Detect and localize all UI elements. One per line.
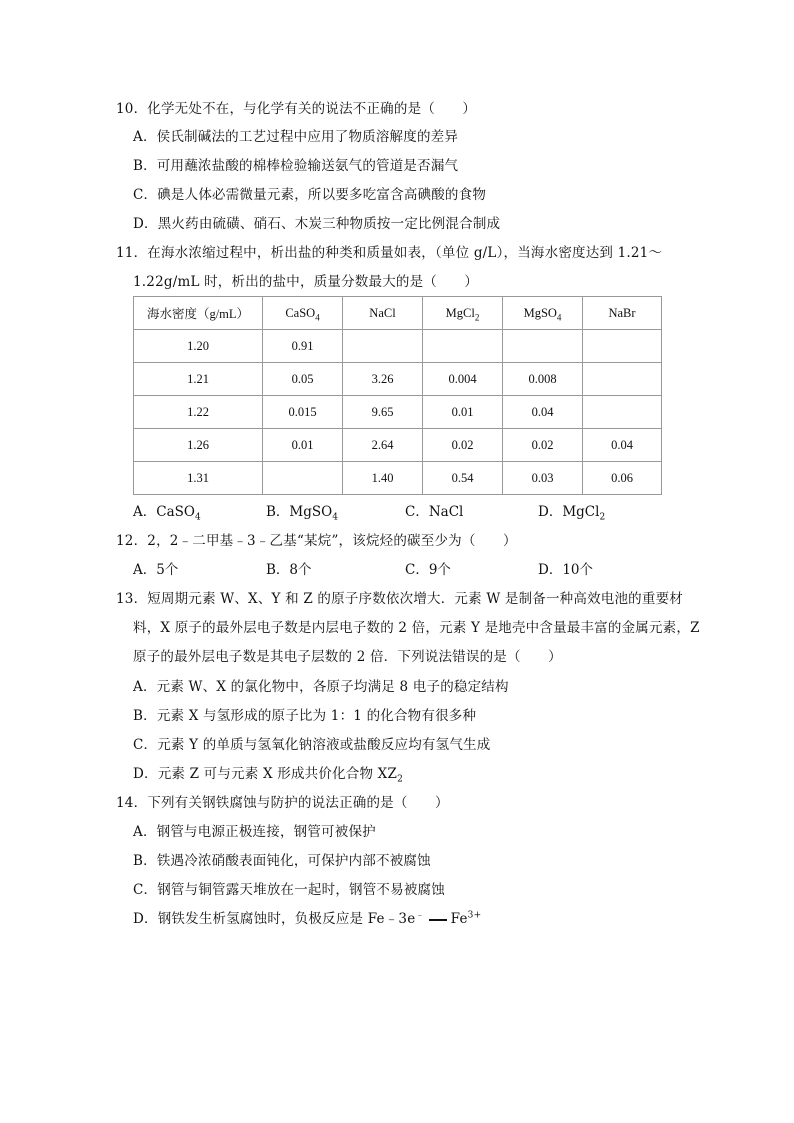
question-11-stem-line2: 1.22g/mL 时，析出的盐中，质量分数最大的是（ ）	[133, 274, 479, 290]
table-cell: 0.06	[583, 462, 662, 495]
table-cell: 0.04	[583, 429, 662, 462]
question-12-options	[133, 561, 693, 579]
table-cell: 1.40	[343, 462, 423, 495]
table-cell: 0.01	[423, 396, 503, 429]
table-row	[134, 462, 662, 495]
question-11-options	[133, 503, 693, 521]
question-11-option-d: D．MgCl$_2$	[538, 504, 606, 523]
table-cell: 1.21	[134, 363, 263, 396]
question-13-option-c: C．元素 Y 的单质与氢氧化钠溶液或盐酸反应均有氢气生成	[133, 737, 491, 753]
question-12-option-d: D．10个	[538, 562, 594, 578]
question-14-option-b: B．铁遇冷浓硝酸表面钝化，可保护内部不被腐蚀	[133, 853, 431, 869]
table-cell: 0.03	[503, 462, 583, 495]
table-cell	[503, 330, 583, 363]
table-cell: 0.004	[423, 363, 503, 396]
question-14-option-c: C．钢管与铜管露天堆放在一起时，钢管不易被腐蚀	[133, 882, 445, 898]
table-cell: 1.22	[134, 396, 263, 429]
table-row	[134, 396, 662, 429]
question-10-option-c: C．碘是人体必需微量元素，所以要多吃富含高碘酸的食物	[133, 187, 487, 203]
salt-precipitation-table	[133, 296, 662, 495]
table-cell	[263, 462, 343, 495]
table-cell: 1.31	[134, 462, 263, 495]
question-12-option-c: C．9个	[405, 562, 451, 578]
question-12-stem: 12．2，2﹣二甲基﹣3﹣乙基“某烷”，该烷烃的碳至少为（ ）	[116, 533, 517, 549]
table-cell	[583, 363, 662, 396]
question-13-option-b: B．元素 X 与氢形成的原子比为 1：1 的化合物有很多种	[133, 708, 477, 724]
question-14-stem: 14．下列有关钢铁腐蚀与防护的说法正确的是（ ）	[116, 795, 449, 811]
question-11-option-a: A．CaSO$_4$	[133, 504, 201, 523]
table-header-cell: CaSO$_4$	[263, 297, 343, 330]
table-cell: 0.04	[503, 396, 583, 429]
question-13-option-a: A．元素 W、X 的氯化物中，各原子均满足 8 电子的稳定结构	[133, 679, 509, 695]
table-row	[134, 330, 662, 363]
table-header-cell: MgSO$_4$	[503, 297, 583, 330]
table-cell: 0.02	[503, 429, 583, 462]
reaction-equals-sign	[429, 919, 447, 921]
question-13-stem-line2: 料，X 原子的最外层电子数是内层电子数的 2 倍，元素 Y 是地壳中含量最丰富的金属元素，Z	[133, 620, 700, 636]
table-cell	[583, 396, 662, 429]
table-cell: 1.26	[134, 429, 263, 462]
table-cell	[343, 330, 423, 363]
question-13-stem-line3: 原子的最外层电子数是其电子层数的 2 倍．下列说法错误的是（ ）	[133, 649, 562, 665]
table-header-cell: MgCl$_2$	[423, 297, 503, 330]
question-11-stem-line1: 11．在海水浓缩过程中，析出盐的种类和质量如表，（单位 g/L），当海水密度达到 1.21～	[116, 245, 663, 261]
table-cell: 1.20	[134, 330, 263, 363]
question-13-option-d: D．元素 Z 可与元素 X 形成共价化合物 $XZ_2$	[133, 766, 403, 785]
table-cell: 0.008	[503, 363, 583, 396]
table-cell: 0.91	[263, 330, 343, 363]
table-cell: 9.65	[343, 396, 423, 429]
table-cell: 0.05	[263, 363, 343, 396]
table-header-cell: NaCl	[343, 297, 423, 330]
table-cell	[583, 330, 662, 363]
table-cell: 0.02	[423, 429, 503, 462]
question-10-stem: 10．化学无处不在，与化学有关的说法不正确的是（ ）	[116, 101, 477, 117]
table-cell: 3.26	[343, 363, 423, 396]
table-cell: 0.015	[263, 396, 343, 429]
table-cell: 0.54	[423, 462, 503, 495]
table-header-row	[134, 297, 662, 330]
table-header-cell: 海水密度（g/mL）	[134, 297, 263, 330]
question-12-option-a: A．5个	[133, 562, 179, 578]
question-12-option-b: B．8个	[266, 562, 312, 578]
question-10-option-a: A．侯氏制碱法的工艺过程中应用了物质溶解度的差异	[133, 129, 459, 145]
table-cell: 2.64	[343, 429, 423, 462]
table-cell: 0.01	[263, 429, 343, 462]
question-14-option-a: A．钢管与电源正极连接，钢管可被保护	[133, 824, 376, 840]
question-10-option-b: B．可用蘸浓盐酸的棉棒检验输送氨气的管道是否漏气	[133, 158, 459, 174]
table-header-cell: NaBr	[583, 297, 662, 330]
table-row	[134, 429, 662, 462]
question-13-stem-line1: 13．短周期元素 W、X、Y 和 Z 的原子序数依次增大．元素 W 是制备一种高效电池的重要材	[116, 591, 683, 607]
table-row	[134, 363, 662, 396]
table-cell	[423, 330, 503, 363]
question-11-option-b: B．MgSO$_4$	[266, 504, 338, 523]
question-10-option-d: D．黑火药由硫磺、硝石、木炭三种物质按一定比例混合制成	[133, 216, 501, 232]
question-14-option-d: D．钢铁发生析氢腐蚀时，负极反应是 Fe﹣3e﹣ $Fe^{3+}$	[133, 910, 482, 927]
question-11-option-c: C．NaCl	[405, 504, 464, 520]
